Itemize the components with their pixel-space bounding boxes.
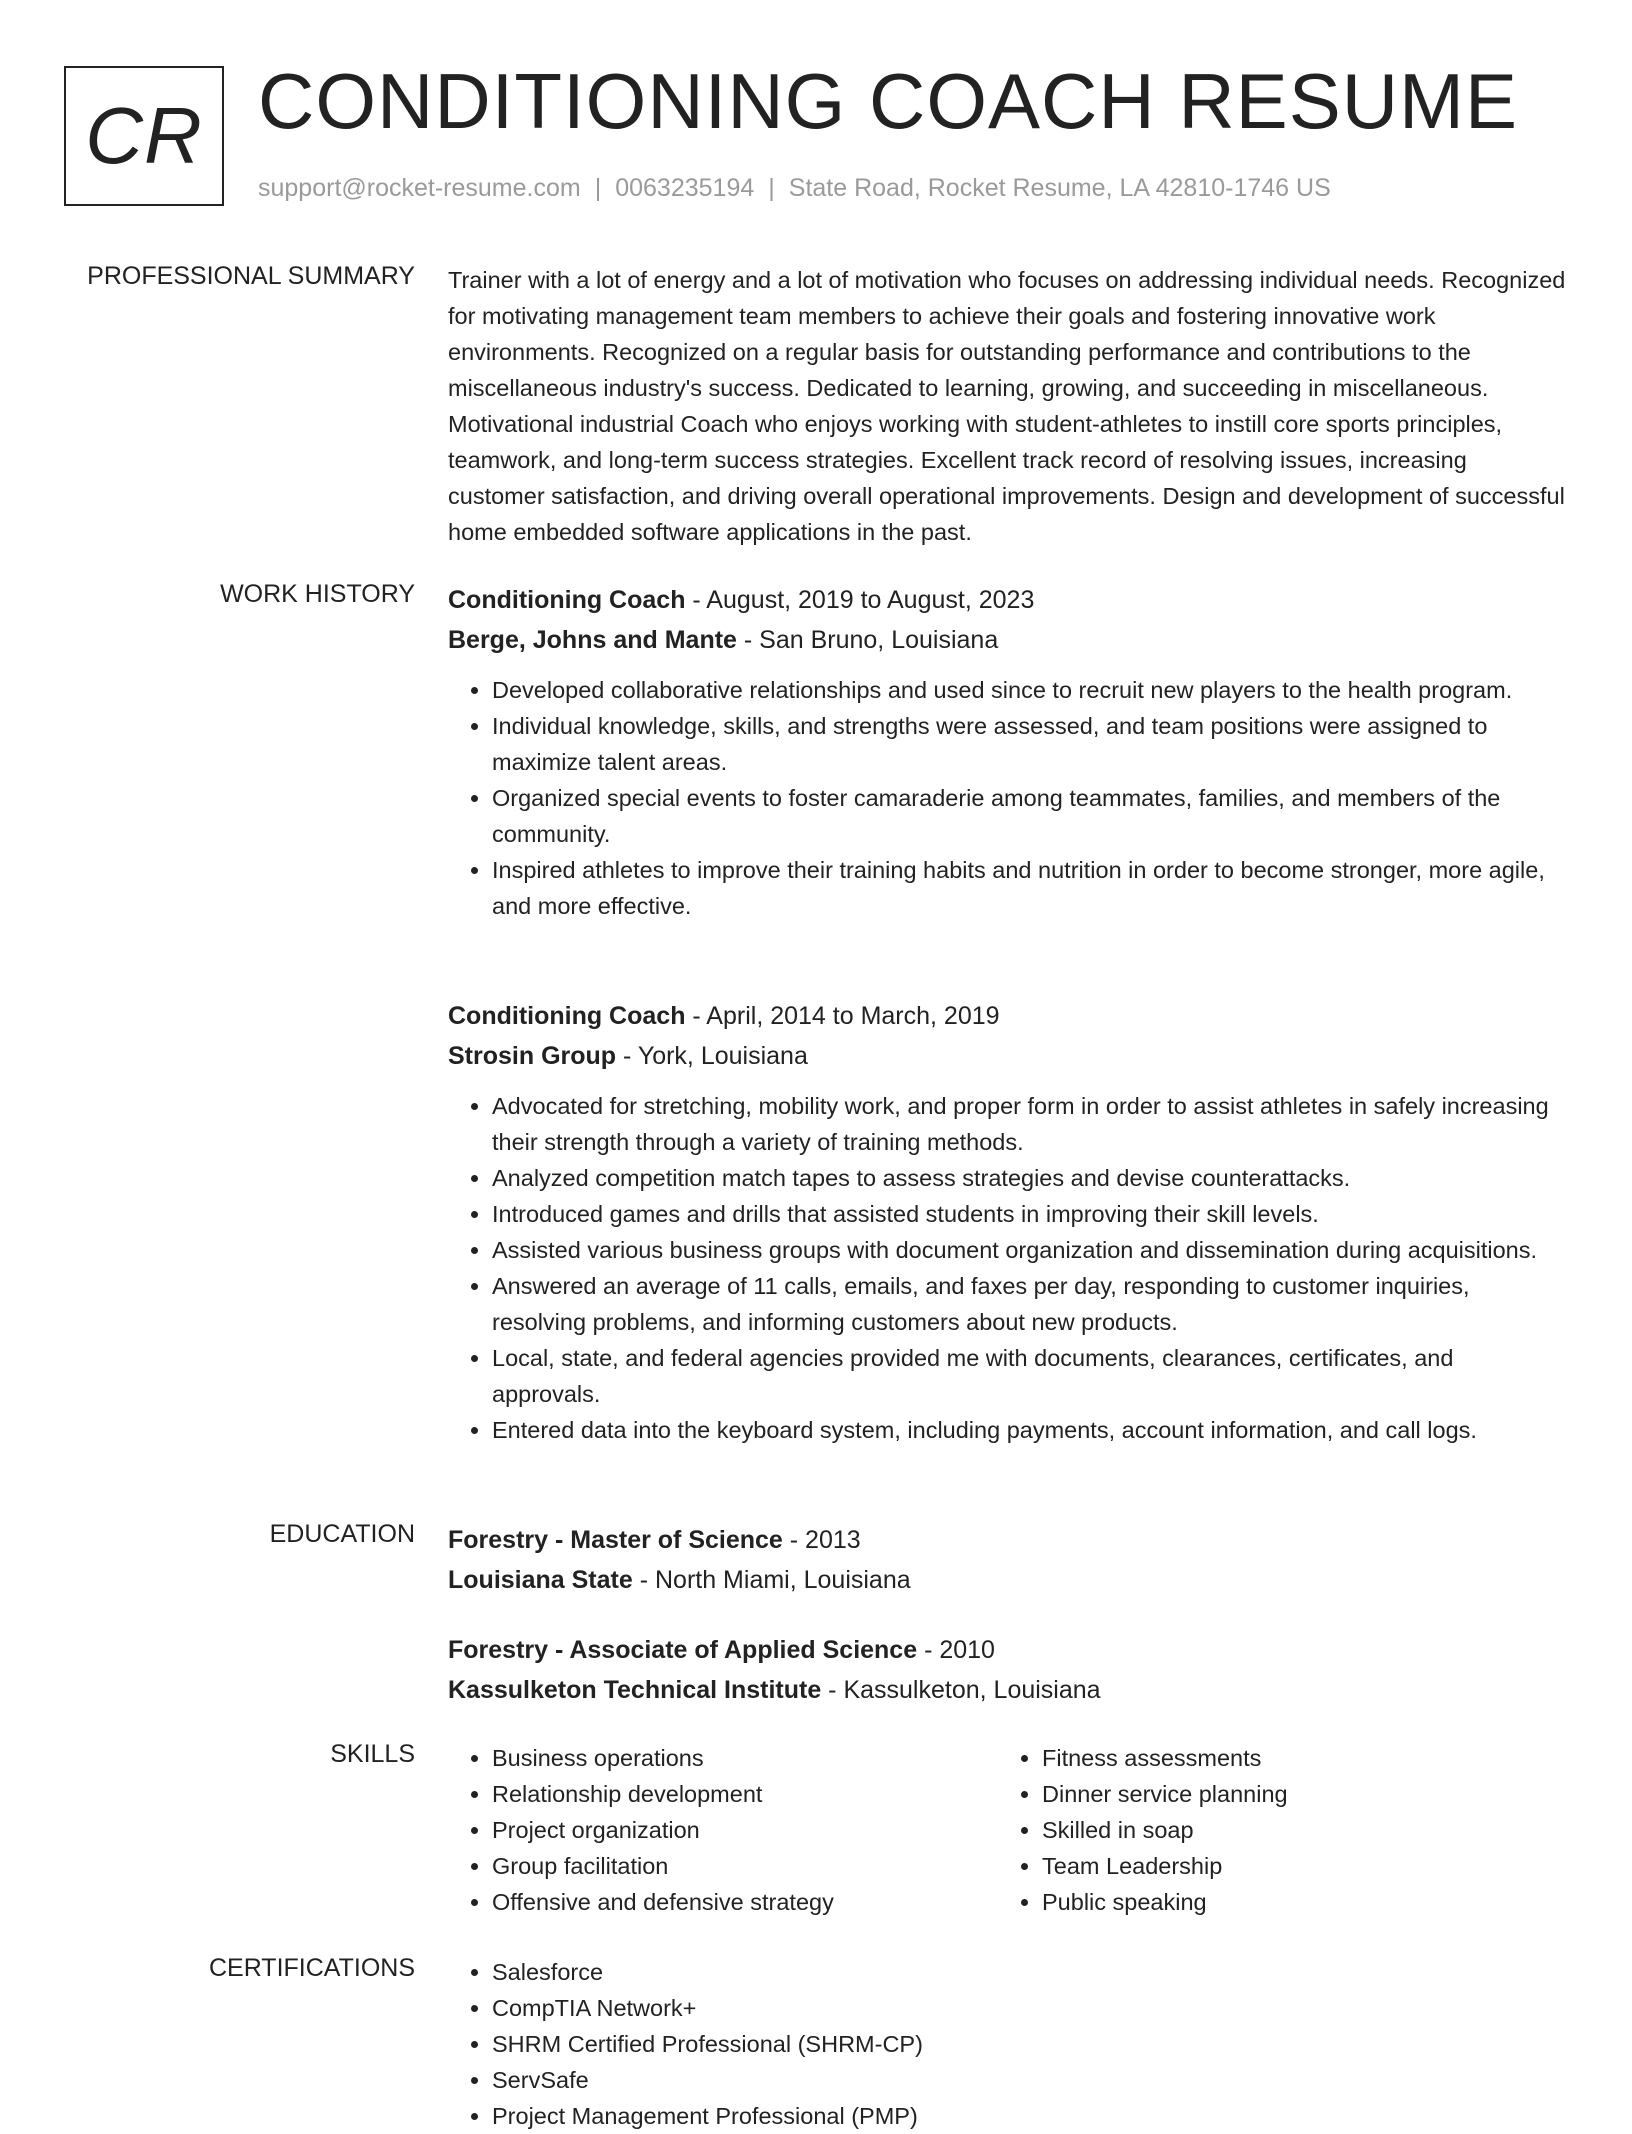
school: Louisiana State: [448, 1566, 633, 1594]
degree-year: - 2013: [782, 1526, 861, 1554]
job-bullet-list: [448, 672, 1568, 924]
skill-item: • Team Leadership: [1042, 1848, 1518, 1884]
contact-line: [258, 174, 1331, 203]
summary-text: Trainer with a lot of energy and a lot of motivation who focuses on addressing individual needs. Recognized for motivating management team members to achieve their goals and fostering innovative work environments. Recognized on a regular basis for outstanding performance and contributions to the miscellaneous industry's success. Dedicated to learning, growing, and succeeding in miscellaneous. Motivational industrial Coach who enjoys working with student-athletes to instill core sports principles, teamwork, and long-term success strategies. Excellent track record of resolving issues, increasing customer satisfaction, and driving overall operational improvements. Design and development of successful home embedded software applications in the past.: [448, 267, 1566, 545]
job-bullet: • Answered an average of 11 calls, emails, and faxes per day, responding to customer inquiries, resolving problems, and informing customers about new products.: [492, 1268, 1568, 1340]
monogram-logo: CR: [64, 66, 224, 206]
school-line: [448, 1560, 1568, 1600]
job-bullet: • Assisted various business groups with document organization and dissemination during acquisitions.: [492, 1232, 1568, 1268]
job-title: Conditioning Coach: [448, 586, 686, 614]
job-entry: [448, 580, 1568, 924]
job-bullet: • Entered data into the keyboard system, including payments, account information, and call logs.: [492, 1412, 1568, 1448]
skill-item: • Relationship development: [492, 1776, 968, 1812]
job-dates: - April, 2014 to March, 2019: [685, 1002, 1000, 1030]
contact-phone[interactable]: 0063235194: [615, 174, 755, 202]
certifications-list-wrap: [448, 1954, 1448, 2134]
degree-line: [448, 1630, 1568, 1670]
contact-email[interactable]: support@rocket-resume.com: [258, 174, 581, 202]
skills-column-left: [448, 1740, 968, 1920]
job-company: Berge, Johns and Mante: [448, 626, 737, 654]
education-entry: [448, 1630, 1568, 1710]
skill-item: • Offensive and defensive strategy: [492, 1884, 968, 1920]
job-title-line: [448, 580, 1568, 620]
job-bullet: • Developed collaborative relationships and used since to recruit new players to the health program.: [492, 672, 1568, 708]
section-label-skills: SKILLS: [330, 1740, 415, 1768]
degree: Forestry - Master of Science: [448, 1526, 783, 1554]
contact-separator: |: [768, 174, 775, 202]
certification-item: • Project Management Professional (PMP): [492, 2098, 1448, 2134]
job-company-line: [448, 620, 1568, 660]
skill-item: • Group facilitation: [492, 1848, 968, 1884]
section-label-work-history: WORK HISTORY: [220, 580, 415, 608]
degree-line: [448, 1520, 1568, 1560]
section-label-education: EDUCATION: [269, 1520, 415, 1548]
job-location: - York, Louisiana: [616, 1042, 808, 1070]
certifications-list: [448, 1954, 1448, 2134]
job-bullet-list: [448, 1088, 1568, 1448]
job-location: - San Bruno, Louisiana: [736, 626, 999, 654]
page-title: CONDITIONING COACH RESUME: [258, 57, 1519, 145]
section-label-summary: PROFESSIONAL SUMMARY: [87, 262, 415, 290]
job-bullet: • Introduced games and drills that assisted students in improving their skill levels.: [492, 1196, 1568, 1232]
certification-item: • SHRM Certified Professional (SHRM-CP): [492, 2026, 1448, 2062]
certification-item: • Salesforce: [492, 1954, 1448, 1990]
job-bullet: • Analyzed competition match tapes to assess strategies and devise counterattacks.: [492, 1160, 1568, 1196]
section-label-certifications: CERTIFICATIONS: [208, 1954, 415, 1982]
job-title: Conditioning Coach: [448, 1002, 686, 1030]
job-bullet: • Local, state, and federal agencies provided me with documents, clearances, certificates, and approvals.: [492, 1340, 1568, 1412]
skill-item: • Public speaking: [1042, 1884, 1518, 1920]
skill-item: • Business operations: [492, 1740, 968, 1776]
job-bullet: • Organized special events to foster camaraderie among teammates, families, and members of the community.: [492, 780, 1568, 852]
school-location: - Kassulketon, Louisiana: [821, 1676, 1101, 1704]
education-entry: [448, 1520, 1568, 1600]
job-title-line: [448, 996, 1568, 1036]
degree-year: - 2010: [917, 1636, 995, 1664]
contact-separator: |: [594, 174, 602, 202]
school: Kassulketon Technical Institute: [448, 1676, 822, 1704]
job-company-line: [448, 1036, 1568, 1076]
job-bullet: • Advocated for stretching, mobility work, and proper form in order to assist athletes in safely increasing their strength through a variety of training methods.: [492, 1088, 1568, 1160]
certification-item: • ServSafe: [492, 2062, 1448, 2098]
job-company: Strosin Group: [448, 1042, 617, 1070]
job-bullet: • Individual knowledge, skills, and strengths were assessed, and team positions were assigned to maximize talent areas.: [492, 708, 1568, 780]
school-line: [448, 1670, 1568, 1710]
skills-column-right: [998, 1740, 1518, 1920]
skill-item: • Dinner service planning: [1042, 1776, 1518, 1812]
skill-item: • Fitness assessments: [1042, 1740, 1518, 1776]
degree: Forestry - Associate of Applied Science: [448, 1636, 918, 1664]
job-bullet: • Inspired athletes to improve their training habits and nutrition in order to become stronger, more agile, and more effective.: [492, 852, 1568, 924]
certification-item: • CompTIA Network+: [492, 1990, 1448, 2026]
skill-item: • Skilled in soap: [1042, 1812, 1518, 1848]
school-location: - North Miami, Louisiana: [632, 1566, 911, 1594]
skill-item: • Project organization: [492, 1812, 968, 1848]
job-entry: [448, 996, 1568, 1448]
contact-address: State Road, Rocket Resume, LA 42810-1746 US: [788, 174, 1331, 202]
job-dates: - August, 2019 to August, 2023: [685, 586, 1035, 614]
